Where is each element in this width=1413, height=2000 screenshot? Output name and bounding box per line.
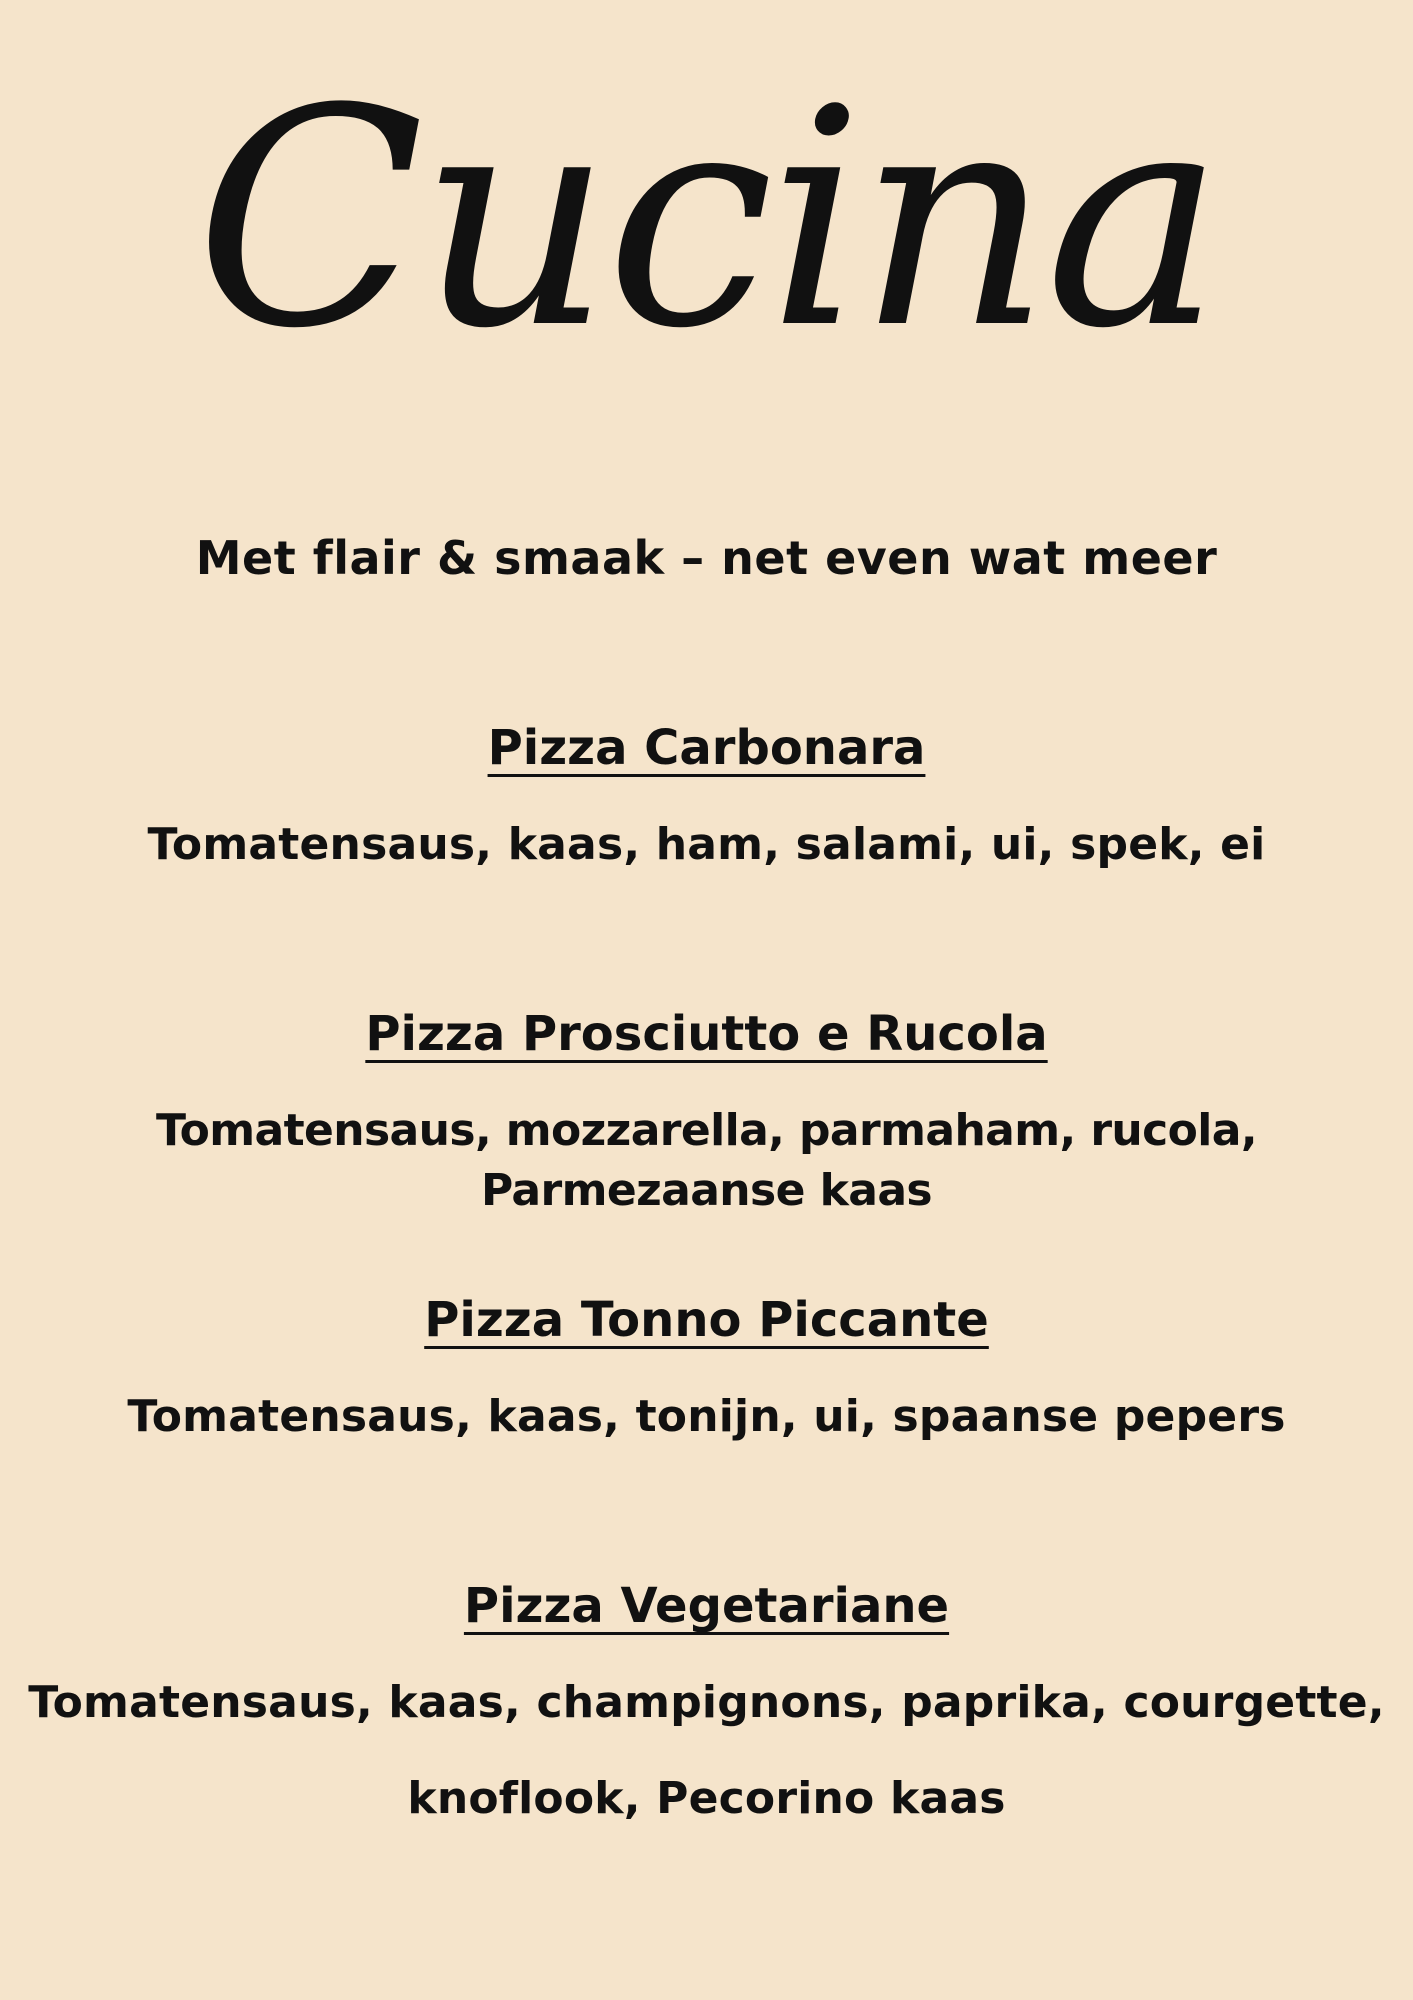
menu-item-name: Pizza Vegetariane bbox=[463, 1578, 950, 1634]
menu-tagline: Met flair & smaak – net even wat meer bbox=[195, 531, 1218, 585]
menu-item-description: Tomatensaus, kaas, tonijn, ui, spaanse pepers bbox=[127, 1391, 1286, 1442]
menu-item-description: Tomatensaus, kaas, champignons, paprika, courgette, bbox=[28, 1677, 1385, 1728]
menu-item-name: Pizza Tonno Piccante bbox=[424, 1292, 989, 1348]
menu-item-description: Tomatensaus, kaas, ham, salami, ui, spek, ei bbox=[147, 819, 1266, 870]
menu-item-description: Tomatensaus, mozzarella, parmaham, rucola, Parmezaanse kaas bbox=[156, 1105, 1257, 1216]
menu-item-name: Pizza Carbonara bbox=[487, 720, 926, 776]
menu-item-description: knoflook, Pecorino kaas bbox=[407, 1773, 1006, 1824]
menu-title: Cucina bbox=[195, 45, 1218, 394]
menu-item-name: Pizza Prosciutto e Rucola bbox=[365, 1006, 1048, 1062]
